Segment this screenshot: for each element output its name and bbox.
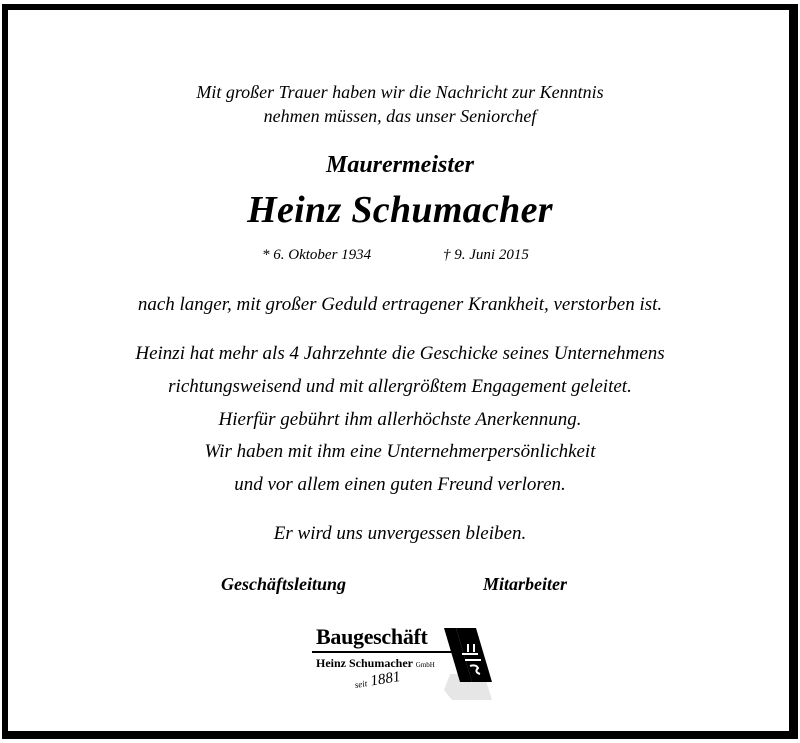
tribute-line: Heinzi hat mehr als 4 Jahrzehnte die Geschicke seines Unternehmens xyxy=(135,343,665,364)
deceased-name: Heinz Schumacher xyxy=(247,189,553,231)
company-logo xyxy=(312,624,492,706)
logo-divider xyxy=(312,651,460,653)
logo-company-word: Baugeschäft xyxy=(316,624,428,649)
birth-date: * 6. Oktober 1934 xyxy=(262,247,372,263)
closing-line: Er wird uns unvergessen bleiben. xyxy=(273,523,527,544)
logo-founding xyxy=(353,669,401,693)
death-date: † 9. Juni 2015 xyxy=(443,247,529,263)
logo-legal-form: GmbH xyxy=(415,661,435,669)
logo-founding-year: 1881 xyxy=(369,668,402,690)
logo-seit-word: seit xyxy=(353,678,368,691)
logo-owner-name: Heinz Schumacher xyxy=(316,656,413,670)
tribute-line: Hierfür gebührt ihm allerhöchste Anerkennung. xyxy=(218,409,582,430)
signature-employees: Mitarbeiter xyxy=(483,574,567,594)
logo-subline xyxy=(316,656,435,671)
tribute-line: Wir haben mit ihm eine Unternehmerpersönlichkeit xyxy=(204,441,596,462)
tribute-line: und vor allem einen guten Freund verloren. xyxy=(234,474,566,495)
signature-management: Geschäftsleitung xyxy=(221,574,347,594)
tribute-line: richtungsweisend und mit allergrößtem Engagement geleitet. xyxy=(168,376,632,397)
cause-line: nach langer, mit großer Geduld ertragener Krankheit, verstorben ist. xyxy=(137,294,663,315)
intro-line-1: Mit großer Trauer haben wir die Nachricht zur Kenntnis xyxy=(196,82,604,102)
deceased-title: Maurermeister xyxy=(325,152,474,178)
intro-line-2: nehmen müssen, das unser Seniorchef xyxy=(263,106,537,126)
hs-monogram-icon xyxy=(444,624,492,700)
